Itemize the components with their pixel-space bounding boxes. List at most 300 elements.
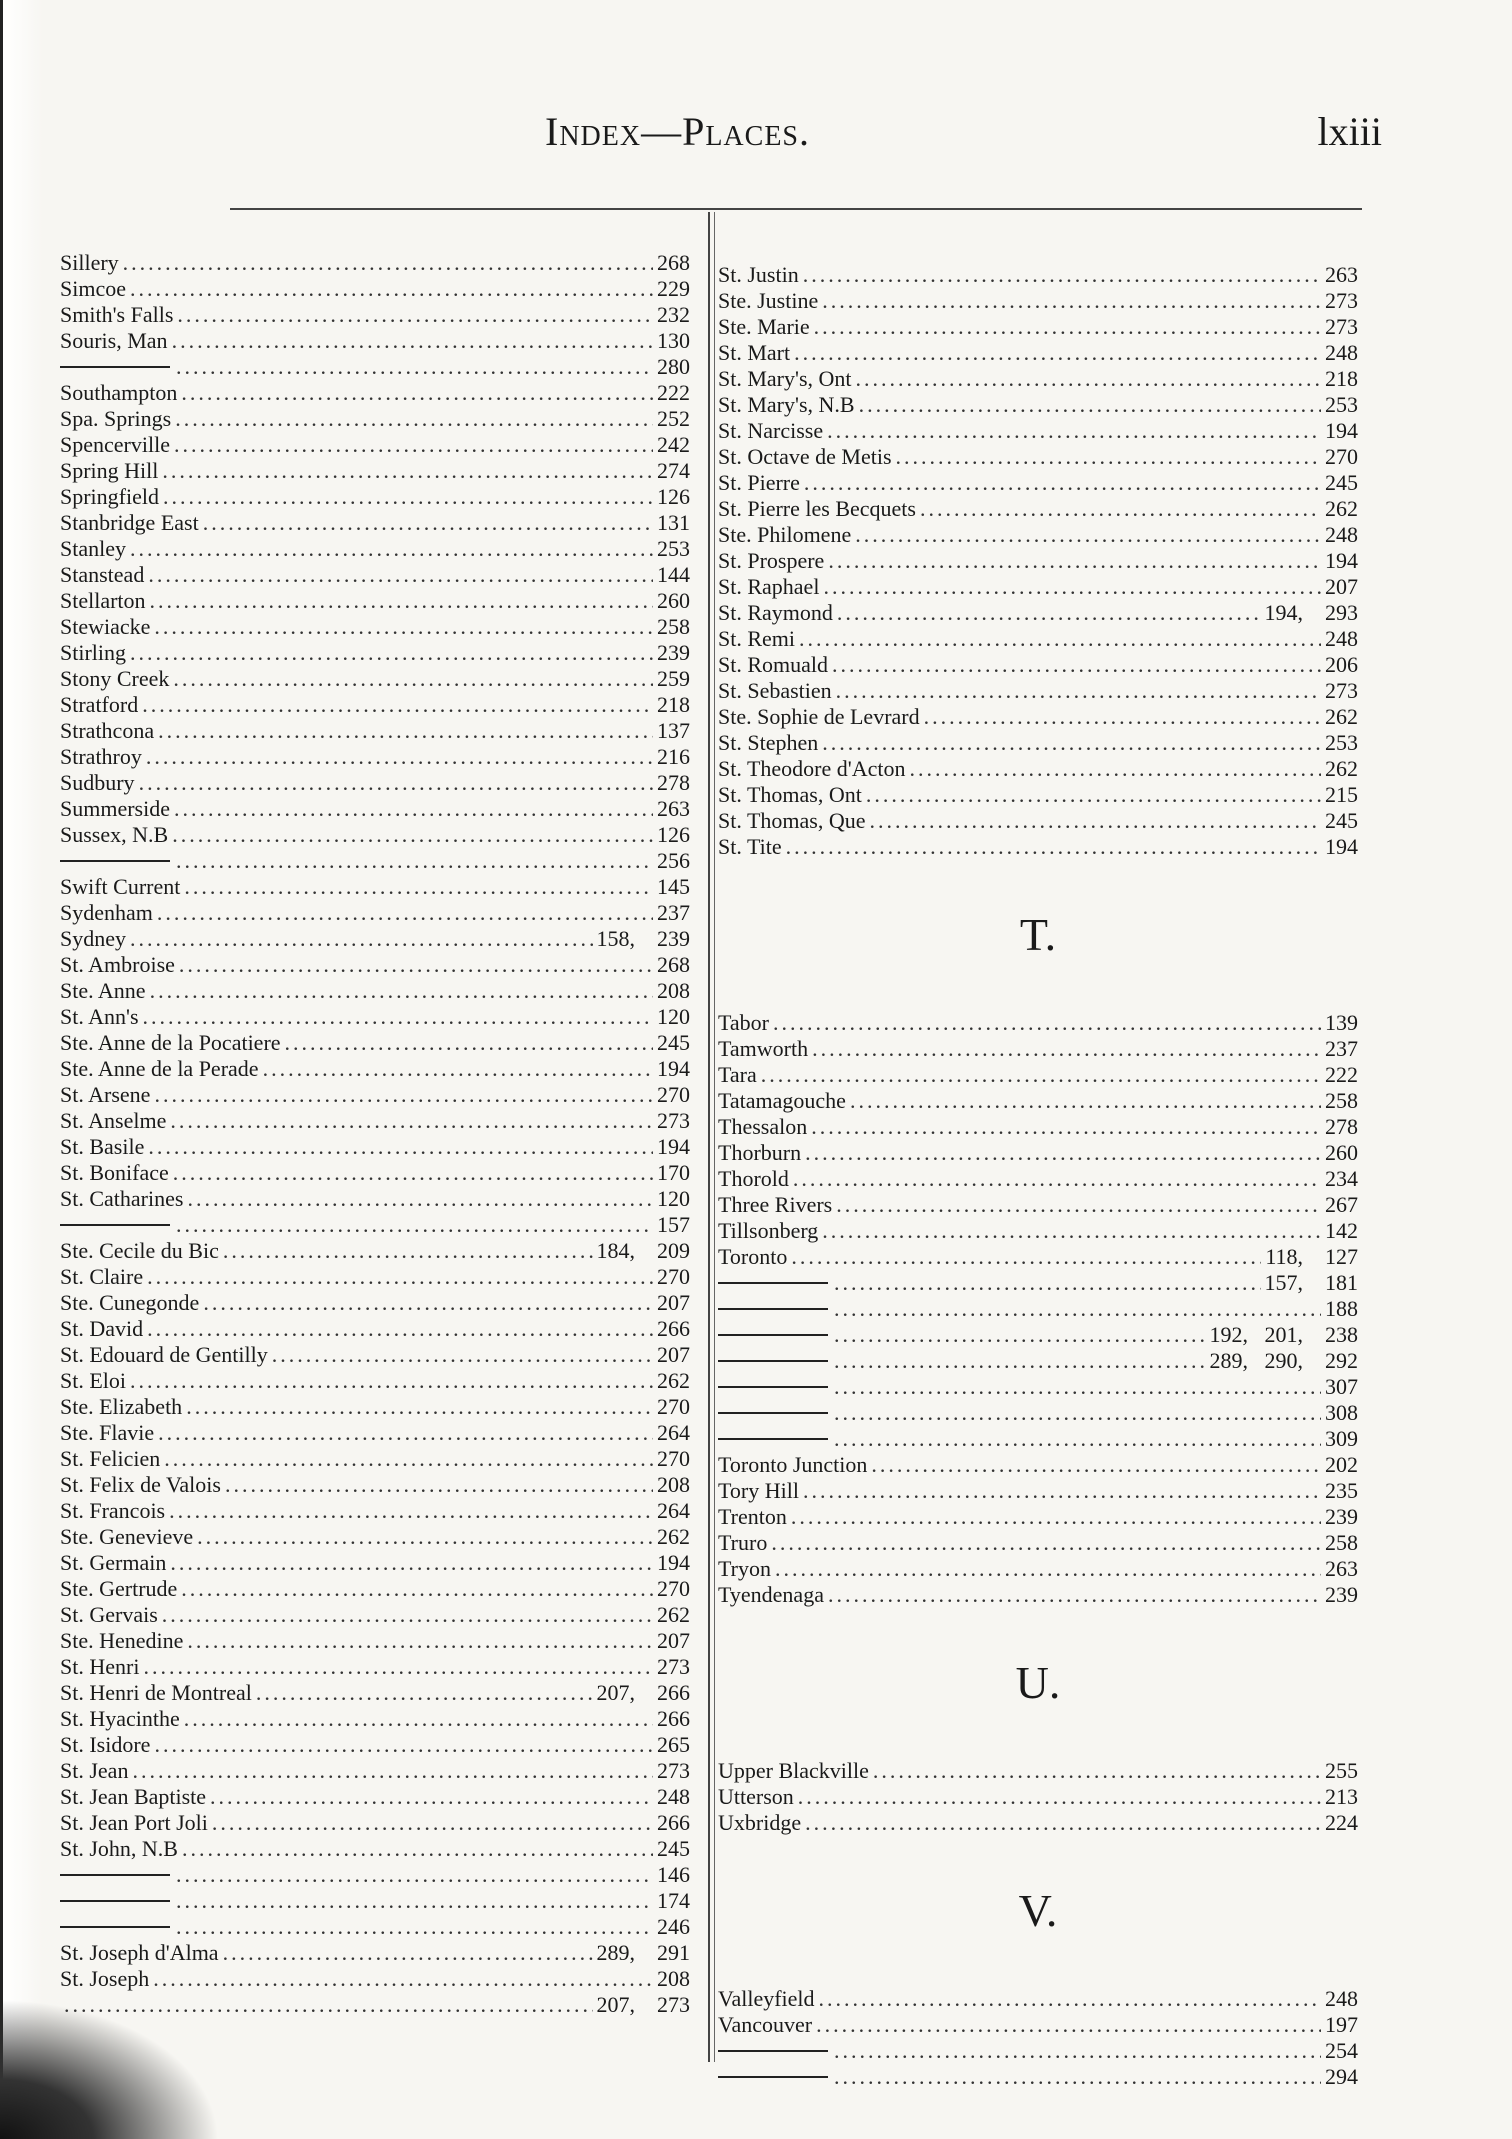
page-numbers: 258 [1325, 1530, 1358, 1555]
leader-dots [828, 548, 1321, 574]
index-entry [718, 1504, 1358, 1530]
page-numbers: 263 [1325, 1556, 1358, 1581]
leader-dots [123, 250, 653, 276]
page-numbers: 158, 239 [596, 926, 690, 951]
leader-dots [859, 392, 1321, 418]
page-numbers: 206 [1325, 652, 1358, 677]
place-name: Ste. Flavie [60, 1420, 155, 1445]
page-numbers: 253 [1325, 392, 1358, 417]
leader-dots [856, 366, 1321, 392]
index-entry [60, 692, 690, 718]
page-numbers: 268 [657, 952, 690, 977]
page-numbers: 239 [657, 640, 690, 665]
index-entry [60, 952, 690, 978]
leader-dots [176, 1914, 653, 1940]
index-entry [718, 470, 1358, 496]
leader-dots [150, 978, 653, 1004]
page-numbers: 232 [657, 302, 690, 327]
leader-dots [130, 276, 653, 302]
page-numbers: 245 [657, 1030, 690, 1055]
leader-dots [816, 2012, 1321, 2038]
column-divider [708, 212, 715, 2062]
index-entry [60, 1056, 690, 1082]
leader-dots [263, 1056, 653, 1082]
index-entry [718, 626, 1358, 652]
page-numbers: 248 [1325, 340, 1358, 365]
leader-dots [836, 678, 1321, 704]
place-name: Stanbridge East [60, 510, 199, 535]
right-column [718, 262, 1358, 2090]
place-name: Tamworth [718, 1036, 809, 1061]
index-entry [60, 900, 690, 926]
place-name: St. Thomas, Que [718, 808, 866, 833]
page-numbers: 144 [657, 562, 690, 587]
place-name: Utterson [718, 1784, 794, 1809]
index-entry [60, 1342, 690, 1368]
leader-dots [827, 418, 1321, 444]
place-name: St. Felicien [60, 1446, 161, 1471]
place-name: Ste. Cunegonde [60, 1290, 200, 1315]
index-entry [60, 1134, 690, 1160]
leader-dots [143, 1004, 653, 1030]
index-entry [60, 1394, 690, 1420]
page-numbers: 254 [1325, 2038, 1358, 2063]
index-entry [718, 1088, 1358, 1114]
place-name: Thorburn [718, 1140, 802, 1165]
place-name: St. Eloi [60, 1368, 127, 1393]
index-entry [60, 978, 690, 1004]
page-numbers: 194 [657, 1550, 690, 1575]
place-name: St. Boniface [60, 1160, 169, 1185]
page-numbers: 207, 273 [596, 1992, 690, 2017]
leader-dots [873, 1758, 1321, 1784]
index-entry [718, 1192, 1358, 1218]
page-numbers: 274 [657, 458, 690, 483]
page-numbers: 264 [657, 1420, 690, 1445]
index-entry [60, 1316, 690, 1342]
index-entry [60, 1992, 690, 2018]
page-numbers: 157, 181 [1264, 1270, 1358, 1295]
index-entry [718, 2038, 1358, 2064]
page-numbers: 273 [657, 1758, 690, 1783]
page-numbers: 245 [657, 1836, 690, 1861]
page-numbers: 174 [657, 1888, 690, 1913]
leader-dots [869, 808, 1321, 834]
place-name: Three Rivers [718, 1192, 833, 1217]
page-numbers: 146 [657, 1862, 690, 1887]
leader-dots [170, 1108, 653, 1134]
place-name: Stellarton [60, 588, 146, 613]
leader-dots [139, 770, 653, 796]
index-entry [718, 782, 1358, 808]
ditto-dash [60, 366, 170, 368]
page-numbers: 218 [657, 692, 690, 717]
page-numbers: 131 [657, 510, 690, 535]
leader-dots [184, 1706, 653, 1732]
place-name: St. Thomas, Ont [718, 782, 862, 807]
leader-dots [837, 600, 1261, 626]
place-name: St. Joseph [60, 1966, 150, 1991]
place-name: St. Raymond [718, 600, 833, 625]
leader-dots [223, 1238, 593, 1264]
place-name: Simcoe [60, 276, 126, 301]
leader-dots [285, 1030, 653, 1056]
index-entry [60, 1680, 690, 1706]
leader-dots [811, 1114, 1321, 1140]
place-name: Stewiacke [60, 614, 151, 639]
place-name: St. Ambroise [60, 952, 175, 977]
page-numbers: 237 [1325, 1036, 1358, 1061]
index-entry [60, 1030, 690, 1056]
ditto-dash [718, 1334, 828, 1336]
index-entry [60, 1004, 690, 1030]
leader-dots [187, 1186, 653, 1212]
page-numbers: 270 [657, 1576, 690, 1601]
page-numbers: 207 [1325, 574, 1358, 599]
index-entry [60, 406, 690, 432]
index-entry [718, 574, 1358, 600]
leader-dots [150, 588, 653, 614]
index-entry [60, 1368, 690, 1394]
page-numbers: 145 [657, 874, 690, 899]
index-entry [60, 1940, 690, 1966]
index-entry [718, 1244, 1358, 1270]
index-entry [718, 1986, 1358, 2012]
leader-dots [812, 1036, 1321, 1062]
place-name: St. Romuald [718, 652, 829, 677]
place-name: Thessalon [718, 1114, 808, 1139]
page-numbers: 262 [657, 1602, 690, 1627]
leader-dots [210, 1784, 653, 1810]
index-entry [60, 562, 690, 588]
place-name: Ste. Anne [60, 978, 146, 1003]
index-entry [60, 328, 690, 354]
place-name: Valleyfield [718, 1986, 815, 2011]
page-number: lxiii [1317, 109, 1382, 154]
index-entry [60, 848, 690, 874]
page-numbers: 126 [657, 484, 690, 509]
index-entry [718, 1166, 1358, 1192]
place-name: St. Anselme [60, 1108, 167, 1133]
index-entry [60, 354, 690, 380]
page-numbers: 252 [657, 406, 690, 431]
page-numbers: 137 [657, 718, 690, 743]
index-entry [718, 1374, 1358, 1400]
index-entry [718, 522, 1358, 548]
leader-dots [871, 1452, 1321, 1478]
index-entry [718, 1810, 1358, 1836]
place-name: Stony Creek [60, 666, 170, 691]
index-entry [718, 1452, 1358, 1478]
leader-dots [130, 536, 653, 562]
page-numbers: 239 [1325, 1504, 1358, 1529]
leader-dots [834, 1296, 1321, 1322]
ditto-dash [60, 1900, 170, 1902]
index-entry [60, 1758, 690, 1784]
index-entry [60, 1212, 690, 1238]
leader-dots [158, 1420, 653, 1446]
place-name: Vancouver [718, 2012, 813, 2037]
leader-dots [814, 314, 1321, 340]
place-name: Sudbury [60, 770, 135, 795]
place-name: St. Theodore d'Acton [718, 756, 906, 781]
page-numbers: 188 [1325, 1296, 1358, 1321]
leader-dots [834, 2064, 1321, 2090]
place-name: Strathcona [60, 718, 155, 743]
page-numbers: 294 [1325, 2064, 1358, 2089]
leader-dots [909, 756, 1321, 782]
page-numbers: 267 [1325, 1192, 1358, 1217]
leader-dots [823, 574, 1321, 600]
place-name: Tyendenaga [718, 1582, 824, 1607]
page-header [0, 108, 1512, 168]
header-rule [230, 208, 1362, 210]
index-entry [718, 1758, 1358, 1784]
leader-dots [130, 640, 653, 666]
index-entry [60, 484, 690, 510]
page-numbers: 202 [1325, 1452, 1358, 1477]
place-name: Tara [718, 1062, 757, 1087]
place-name: St. Ann's [60, 1004, 139, 1029]
index-entry [718, 808, 1358, 834]
place-name: Ste. Anne de la Perade [60, 1056, 259, 1081]
place-name: Tryon [718, 1556, 771, 1581]
place-name: St. Henri [60, 1654, 140, 1679]
page-numbers: 289, 290, 292 [1209, 1348, 1358, 1373]
index-entry [60, 1732, 690, 1758]
section-letter-u: U. [1015, 1657, 1061, 1708]
leader-dots [181, 1576, 653, 1602]
page-numbers: 273 [1325, 678, 1358, 703]
leader-dots [799, 626, 1321, 652]
page-numbers: 245 [1325, 808, 1358, 833]
page-numbers: 265 [657, 1732, 690, 1757]
index-entry [60, 536, 690, 562]
leader-dots [793, 1166, 1321, 1192]
index-entry [718, 496, 1358, 522]
index-entry [718, 1478, 1358, 1504]
place-name: Toronto [718, 1244, 788, 1269]
place-name: Sydenham [60, 900, 153, 925]
place-name: St. Stephen [718, 730, 819, 755]
index-entry [718, 340, 1358, 366]
place-name: Ste. Philomene [718, 522, 852, 547]
leader-dots [154, 614, 653, 640]
index-entry [60, 666, 690, 692]
place-name: Toronto Junction [718, 1452, 868, 1477]
index-entry [718, 262, 1358, 288]
leader-dots [147, 1316, 653, 1342]
index-entry [718, 2012, 1358, 2038]
page-numbers: 270 [657, 1082, 690, 1107]
page-numbers: 118, 127 [1265, 1244, 1358, 1269]
page-numbers: 224 [1325, 1810, 1358, 1835]
page-numbers: 218 [1325, 366, 1358, 391]
index-entry [60, 1914, 690, 1940]
section-letter-v: V. [1018, 1885, 1058, 1936]
index-entry [60, 1108, 690, 1134]
page-numbers: 157 [657, 1212, 690, 1237]
ditto-dash [718, 1308, 828, 1310]
place-name: Ste. Gertrude [60, 1576, 178, 1601]
leader-dots [805, 1810, 1321, 1836]
index-entry [718, 1114, 1358, 1140]
place-name: Stanley [60, 536, 126, 561]
page-numbers: 194, 293 [1264, 600, 1358, 625]
page-numbers: 248 [657, 1784, 690, 1809]
leader-dots [819, 1986, 1321, 2012]
place-name: St. Felix de Valois [60, 1472, 221, 1497]
ditto-dash [60, 1926, 170, 1928]
page-numbers: 246 [657, 1914, 690, 1939]
place-name: Summerside [60, 796, 170, 821]
leader-dots [186, 1394, 653, 1420]
page-numbers: 256 [657, 848, 690, 873]
leader-dots [834, 2038, 1321, 2064]
page-numbers: 248 [1325, 626, 1358, 651]
page-numbers: 126 [657, 822, 690, 847]
place-name: St. Narcisse [718, 418, 824, 443]
page-numbers: 273 [657, 1108, 690, 1133]
place-name: St. Pierre [718, 470, 800, 495]
index-entry [60, 588, 690, 614]
page-numbers: 262 [657, 1524, 690, 1549]
leader-dots [822, 730, 1321, 756]
place-name: Sydney [60, 926, 126, 951]
place-name: Smith's Falls [60, 302, 174, 327]
index-entry [60, 1888, 690, 1914]
page-numbers: 270 [657, 1264, 690, 1289]
binding-shadow [0, 1999, 220, 2139]
page-numbers: 194 [657, 1056, 690, 1081]
leader-dots [203, 1290, 653, 1316]
place-name: St. Jean Port Joli [60, 1810, 208, 1835]
leader-dots [822, 288, 1321, 314]
index-entry [718, 678, 1358, 704]
page-numbers: 184, 209 [596, 1238, 690, 1263]
page-numbers: 130 [657, 328, 690, 353]
index-entry [718, 288, 1358, 314]
index-entry [60, 1498, 690, 1524]
place-name: St. Octave de Metis [718, 444, 892, 469]
place-name: Stratford [60, 692, 139, 717]
leader-dots [176, 1212, 653, 1238]
leader-dots [761, 1062, 1321, 1088]
leader-dots [786, 834, 1321, 860]
ditto-dash [60, 1874, 170, 1876]
page-numbers: 207 [657, 1290, 690, 1315]
leader-dots [791, 1244, 1261, 1270]
leader-dots [212, 1810, 653, 1836]
leader-dots [173, 666, 653, 692]
index-entry [60, 1290, 690, 1316]
place-name: St. Jean Baptiste [60, 1784, 207, 1809]
page-edge [0, 0, 43, 2139]
page-numbers: 194 [1325, 418, 1358, 443]
leader-dots [146, 744, 653, 770]
leader-dots [794, 340, 1321, 366]
leader-dots [223, 1940, 593, 1966]
leader-dots [176, 848, 653, 874]
leader-dots [775, 1556, 1321, 1582]
leader-dots [158, 718, 653, 744]
index-entry [718, 1036, 1358, 1062]
leader-dots [64, 1992, 593, 2018]
place-name: St. Tite [718, 834, 782, 859]
leader-dots [834, 1400, 1321, 1426]
leader-dots [896, 444, 1321, 470]
leader-dots [272, 1342, 653, 1368]
place-name: St. Claire [60, 1264, 144, 1289]
leader-dots [197, 1524, 653, 1550]
place-name: Strathroy [60, 744, 142, 769]
index-entry [718, 1296, 1358, 1322]
index-entry [60, 796, 690, 822]
leader-dots [834, 1348, 1206, 1374]
index-entry [60, 1628, 690, 1654]
index-entry [60, 640, 690, 666]
index-entry [60, 380, 690, 406]
index-entry [60, 1264, 690, 1290]
page-numbers: 234 [1325, 1166, 1358, 1191]
index-entry [60, 1576, 690, 1602]
page-numbers: 253 [1325, 730, 1358, 755]
index-entry [718, 756, 1358, 782]
place-name: St. Arsene [60, 1082, 151, 1107]
page-numbers: 260 [1325, 1140, 1358, 1165]
index-entry [718, 1062, 1358, 1088]
page-numbers: 262 [1325, 756, 1358, 781]
page-numbers: 248 [1325, 522, 1358, 547]
index-entry [718, 600, 1358, 626]
leader-dots [203, 510, 653, 536]
index-entry [718, 1582, 1358, 1608]
leader-dots [154, 1082, 653, 1108]
place-name: St. Francois [60, 1498, 166, 1523]
page-numbers: 215 [1325, 782, 1358, 807]
leader-dots [225, 1472, 653, 1498]
leader-dots [256, 1680, 593, 1706]
page-numbers: 194 [657, 1134, 690, 1159]
page-numbers: 222 [657, 380, 690, 405]
page-numbers: 278 [1325, 1114, 1358, 1139]
page-numbers: 197 [1325, 2012, 1358, 2037]
leader-dots [176, 1862, 653, 1888]
page-numbers: 258 [1325, 1088, 1358, 1113]
leader-dots [132, 1758, 653, 1784]
leader-dots [791, 1504, 1321, 1530]
place-name: St. Joseph d'Alma [60, 1940, 219, 1965]
page-numbers: 273 [657, 1654, 690, 1679]
place-name: St. Edouard de Gentilly [60, 1342, 268, 1367]
ditto-dash [718, 2076, 828, 2078]
place-name: Ste. Sophie de Levrard [718, 704, 920, 729]
u-entries [718, 1758, 1358, 1836]
page-numbers: 270 [657, 1394, 690, 1419]
leader-dots [142, 692, 653, 718]
index-entry [60, 822, 690, 848]
page-numbers: 263 [657, 796, 690, 821]
place-name: Swift Current [60, 874, 181, 899]
page-numbers: 262 [657, 1368, 690, 1393]
index-entry [718, 1426, 1358, 1452]
index-entry [718, 418, 1358, 444]
leader-dots [170, 1550, 653, 1576]
page-numbers: 255 [1325, 1758, 1358, 1783]
place-name: Sussex, N.B [60, 822, 169, 847]
ditto-dash [718, 1360, 828, 1362]
index-entry [60, 770, 690, 796]
